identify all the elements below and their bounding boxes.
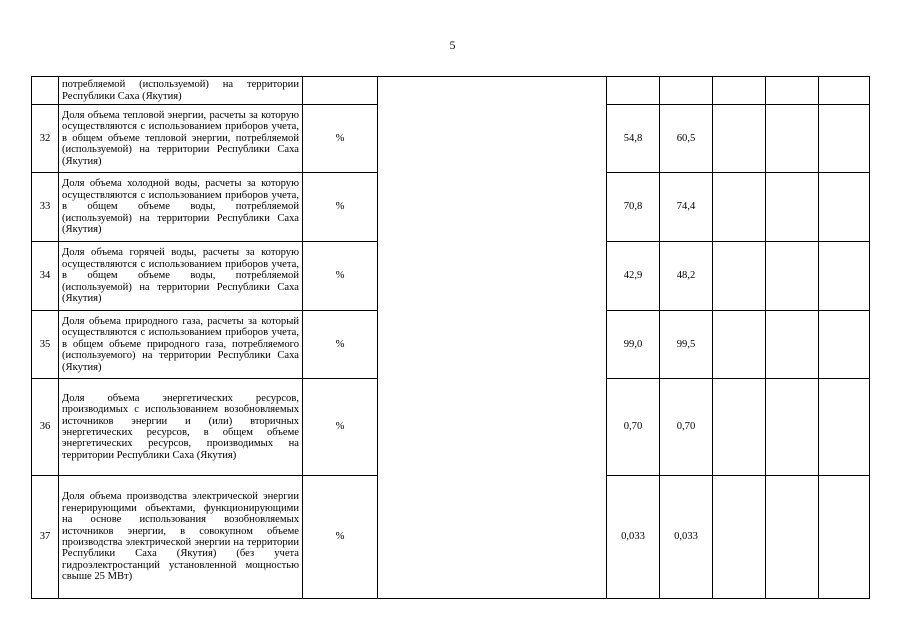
empty-cell — [766, 476, 819, 599]
row-number-cell: 36 — [32, 379, 59, 476]
empty-cell — [713, 379, 766, 476]
indicator-text: Доля объема горячей воды, расчеты за которую осуществляются с использованием приборов учета, в общем объеме воды, потребляемой (используемой) на территории Республики Саха (Якутия) — [62, 247, 299, 305]
value-cell-1: 0,70 — [607, 379, 660, 476]
empty-cell — [819, 173, 870, 242]
indicator-text: Доля объема холодной воды, расчеты за которую осуществляются с использованием приборов учета, в общем объеме воды, потребляемой (используемой) на территории Республики Саха (Якутия) — [62, 178, 299, 236]
indicators-table — [31, 76, 870, 599]
value-cell-1: 42,9 — [607, 242, 660, 311]
empty-cell — [819, 476, 870, 599]
unit-cell: % — [303, 476, 378, 599]
indicator-name-cell — [59, 77, 303, 105]
value-cell-1: 99,0 — [607, 311, 660, 379]
row-number-cell: 35 — [32, 311, 59, 379]
row-number-cell: 32 — [32, 105, 59, 173]
empty-cell — [713, 311, 766, 379]
empty-cell — [766, 311, 819, 379]
empty-cell — [766, 379, 819, 476]
indicator-name-cell — [59, 242, 303, 311]
value-cell-1: 0,033 — [607, 476, 660, 599]
value-cell-1: 54,8 — [607, 105, 660, 173]
unit-cell: % — [303, 379, 378, 476]
indicator-name-cell — [59, 476, 303, 599]
empty-cell — [766, 77, 819, 105]
row-number-cell: 33 — [32, 173, 59, 242]
row-number-cell: 34 — [32, 242, 59, 311]
indicator-text: Доля объема тепловой энергии, расчеты за которую осуществляются с использованием приборов учета, в общем объеме тепловой энергии, потребляемой (используемой) на территории Республики Саха (Якутия) — [62, 109, 299, 167]
empty-cell — [713, 105, 766, 173]
empty-cell — [819, 242, 870, 311]
indicator-text: потребляемой (используемой) на территории Республики Саха (Якутия) — [62, 79, 299, 102]
empty-cell — [819, 379, 870, 476]
value-cell — [607, 77, 660, 105]
merged-empty-cell — [378, 77, 607, 599]
indicator-text: Доля объема производства электрической энергии генерирующими объектами, функционирующими на основе использования возобновляемых источников энергии, в совокупном объеме производства электрической энергии на территории Республики Саха (Якутия) (без учета гидроэлектростанций установленной мощностью свыше 25 МВт) — [62, 491, 299, 583]
empty-cell — [713, 77, 766, 105]
value-cell-1: 70,8 — [607, 173, 660, 242]
value-cell-2: 99,5 — [660, 311, 713, 379]
empty-cell — [713, 173, 766, 242]
value-cell — [660, 77, 713, 105]
unit-cell: % — [303, 173, 378, 242]
table-row-continued — [32, 77, 870, 105]
unit-cell — [303, 77, 378, 105]
empty-cell — [766, 105, 819, 173]
empty-cell — [819, 311, 870, 379]
row-number-cell — [32, 77, 59, 105]
empty-cell — [819, 105, 870, 173]
indicator-name-cell — [59, 379, 303, 476]
unit-cell: % — [303, 105, 378, 173]
indicator-name-cell — [59, 173, 303, 242]
page-number: 5 — [449, 38, 456, 52]
empty-cell — [819, 77, 870, 105]
indicator-name-cell — [59, 311, 303, 379]
value-cell-2: 74,4 — [660, 173, 713, 242]
empty-cell — [766, 242, 819, 311]
unit-cell: % — [303, 242, 378, 311]
row-number-cell: 37 — [32, 476, 59, 599]
empty-cell — [766, 173, 819, 242]
unit-cell: % — [303, 311, 378, 379]
empty-cell — [713, 242, 766, 311]
value-cell-2: 60,5 — [660, 105, 713, 173]
empty-cell — [713, 476, 766, 599]
indicator-text: Доля объема энергетических ресурсов, производимых с использованием возобновляемых источников энергии и (или) вторичных энергетических ресурсов, в общем объеме энергетических ресурсов, производимых на территории Республики Саха (Якутия) — [62, 392, 299, 461]
value-cell-2: 0,70 — [660, 379, 713, 476]
value-cell-2: 0,033 — [660, 476, 713, 599]
value-cell-2: 48,2 — [660, 242, 713, 311]
indicator-text: Доля объема природного газа, расчеты за который осуществляются с использованием приборов учета, в общем объеме природного газа, потребляемого (используемого) на территории Республики Саха (Якутия) — [62, 315, 299, 373]
indicator-name-cell — [59, 105, 303, 173]
